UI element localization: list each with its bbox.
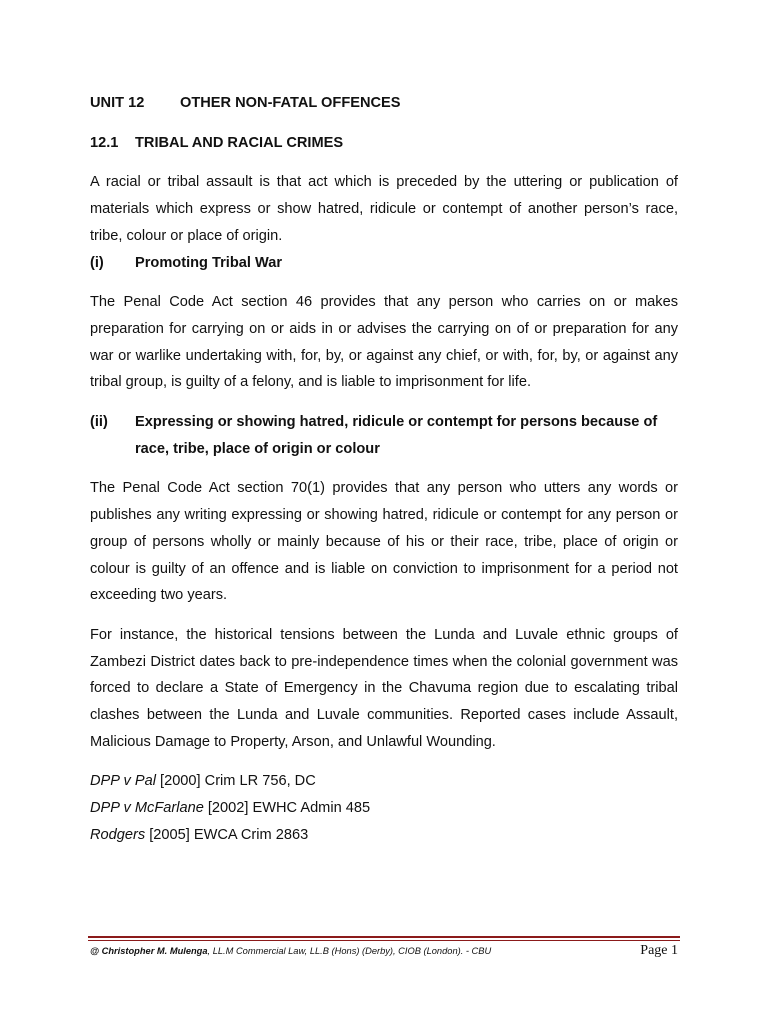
section-number: 12.1 [90, 134, 119, 151]
section-heading [90, 130, 678, 157]
case-name: DPP v Pal [90, 773, 156, 790]
footer-rule [88, 936, 680, 938]
subsection-heading-2 [90, 409, 678, 462]
subsection-2-paragraph: The Penal Code Act section 70(1) provides that any person who utters any words or publishes any writing expressing or showing hatred, ridicule or contempt for any person or group of persons wholly or mainly because of his or their race, tribe, place of origin or colour is guilty of an offence and is liable on conviction to imprisonment for a period not exceeding two years. [90, 480, 678, 604]
case-reference: [2000] Crim LR 756, DC [155, 773, 316, 790]
case-citation [90, 768, 678, 795]
subsection-1-paragraph: The Penal Code Act section 46 provides that any person who carries on or makes preparation for carrying on or aids in or advises the carrying on of or preparation for any war or warlike undertaking with, for, by, or against any chief, or with, for, by, or against any tribal group, is guilty of a felony, and is liable to imprisonment for life. [90, 294, 678, 391]
case-citation [90, 795, 678, 822]
subsection-1-title: Promoting Tribal War [135, 254, 283, 271]
footer-credit [90, 946, 491, 956]
case-name: DPP v McFarlane [90, 800, 204, 817]
case-citation [90, 822, 678, 849]
case-list [90, 768, 678, 848]
document-body [90, 90, 678, 849]
unit-title: OTHER NON-FATAL OFFENCES [180, 95, 401, 111]
case-reference: [2005] EWCA Crim 2863 [145, 826, 309, 843]
subsection-heading-1 [90, 250, 678, 277]
footer-rule-thin [88, 940, 680, 941]
subsection-2-number: (ii) [90, 414, 108, 431]
section-title: TRIBAL AND RACIAL CRIMES [135, 134, 344, 151]
subsection-2-title: Expressing or showing hatred, ridicule or contempt for persons because of race, tribe, place of origin or colour [135, 414, 658, 457]
example-paragraph: For instance, the historical tensions between the Lunda and Luvale ethnic groups of Zambezi District dates back to pre-independence times when the colonial government was forced to declare a State of Emergency in the Chavuma region due to escalating tribal clashes between the Lunda and Luvale communities. Reported cases include Assault, Malicious Damage to Property, Arson, and Unlawful Wounding. [90, 626, 678, 750]
footer-credentials: , LL.M Commercial Law, LL.B (Hons) (Derby), CIOB (London). - CBU [207, 946, 492, 956]
unit-number: UNIT 12 [90, 95, 145, 111]
intro-paragraph: A racial or tribal assault is that act which is preceded by the uttering or publication of materials which express or show hatred, ridicule or contempt of another person’s race, tribe, colour or place of origin. [90, 174, 678, 244]
footer-author: @ Christopher M. Mulenga [90, 946, 208, 956]
subsection-1-number: (i) [90, 254, 104, 271]
page-number: Page 1 [640, 943, 678, 958]
case-name: Rodgers [90, 826, 146, 843]
case-reference: [2002] EWHC Admin 485 [203, 800, 371, 817]
unit-heading [90, 90, 678, 117]
